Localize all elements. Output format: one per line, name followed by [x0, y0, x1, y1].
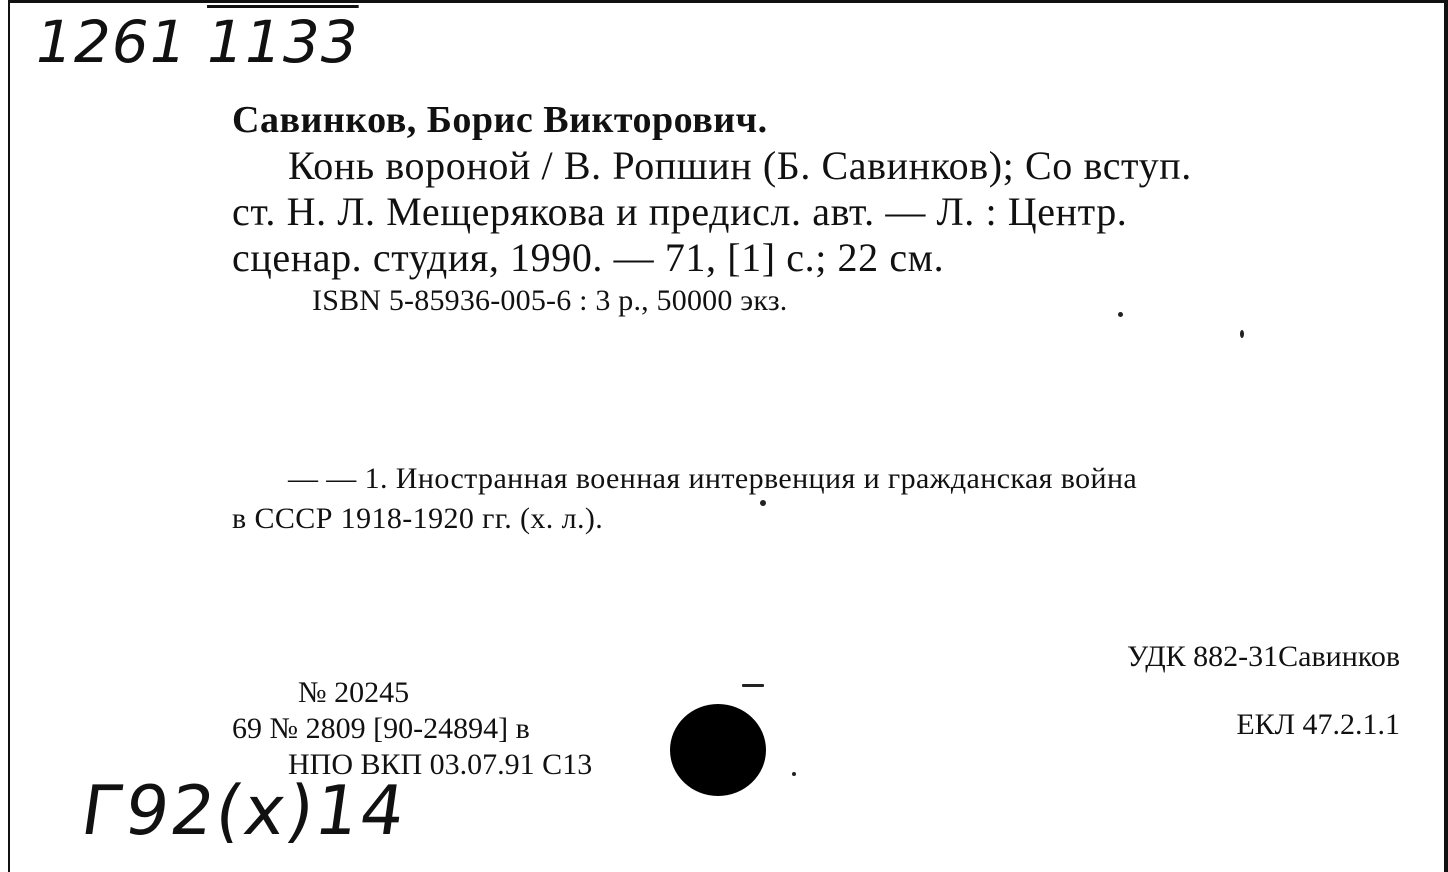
ink-speck: [760, 500, 766, 506]
handwritten-call-number: [36, 8, 359, 76]
author-heading: Савинков, Борис Викторович.: [232, 99, 768, 141]
isbn-line: ISBN 5-85936-005-6 : 3 р., 50000 экз.: [312, 284, 788, 317]
card-left-border: [8, 0, 10, 872]
ink-speck: [1118, 312, 1123, 317]
ink-speck: [1240, 330, 1244, 338]
subject-line-1: — — 1. Иностранная военная интервенция и гражданская война: [288, 462, 1138, 495]
card-right-border: [1444, 0, 1448, 872]
card-top-border: [8, 0, 1448, 3]
handwritten-number-1: 1261: [36, 8, 188, 76]
acquisition-number: № 20245: [298, 676, 410, 709]
subject-line-2: в СССР 1918-1920 гг. (х. л.).: [232, 502, 604, 535]
ekl-code: ЕКЛ 47.2.1.1: [1236, 708, 1400, 741]
order-line: 69 № 2809 [90-24894] в: [232, 712, 530, 745]
udk-code: УДК 882-31Савинков: [1127, 640, 1400, 673]
handwritten-classification: Г92(х)14: [76, 772, 412, 851]
ink-speck: [742, 684, 764, 687]
ink-speck: [792, 772, 796, 776]
ink-blot: [670, 704, 766, 796]
publisher-line: НПО ВКП 03.07.91 С13: [288, 748, 593, 781]
title-line-3: сценар. студия, 1990. — 71, [1] с.; 22 см.: [232, 235, 945, 280]
title-line-1: Конь вороной / В. Ропшин (Б. Савинков); Со вступ.: [288, 143, 1192, 188]
title-line-2: ст. Н. Л. Мещерякова и предисл. авт. — Л. : Центр.: [232, 189, 1128, 234]
handwritten-number-2: 1133: [207, 8, 359, 76]
